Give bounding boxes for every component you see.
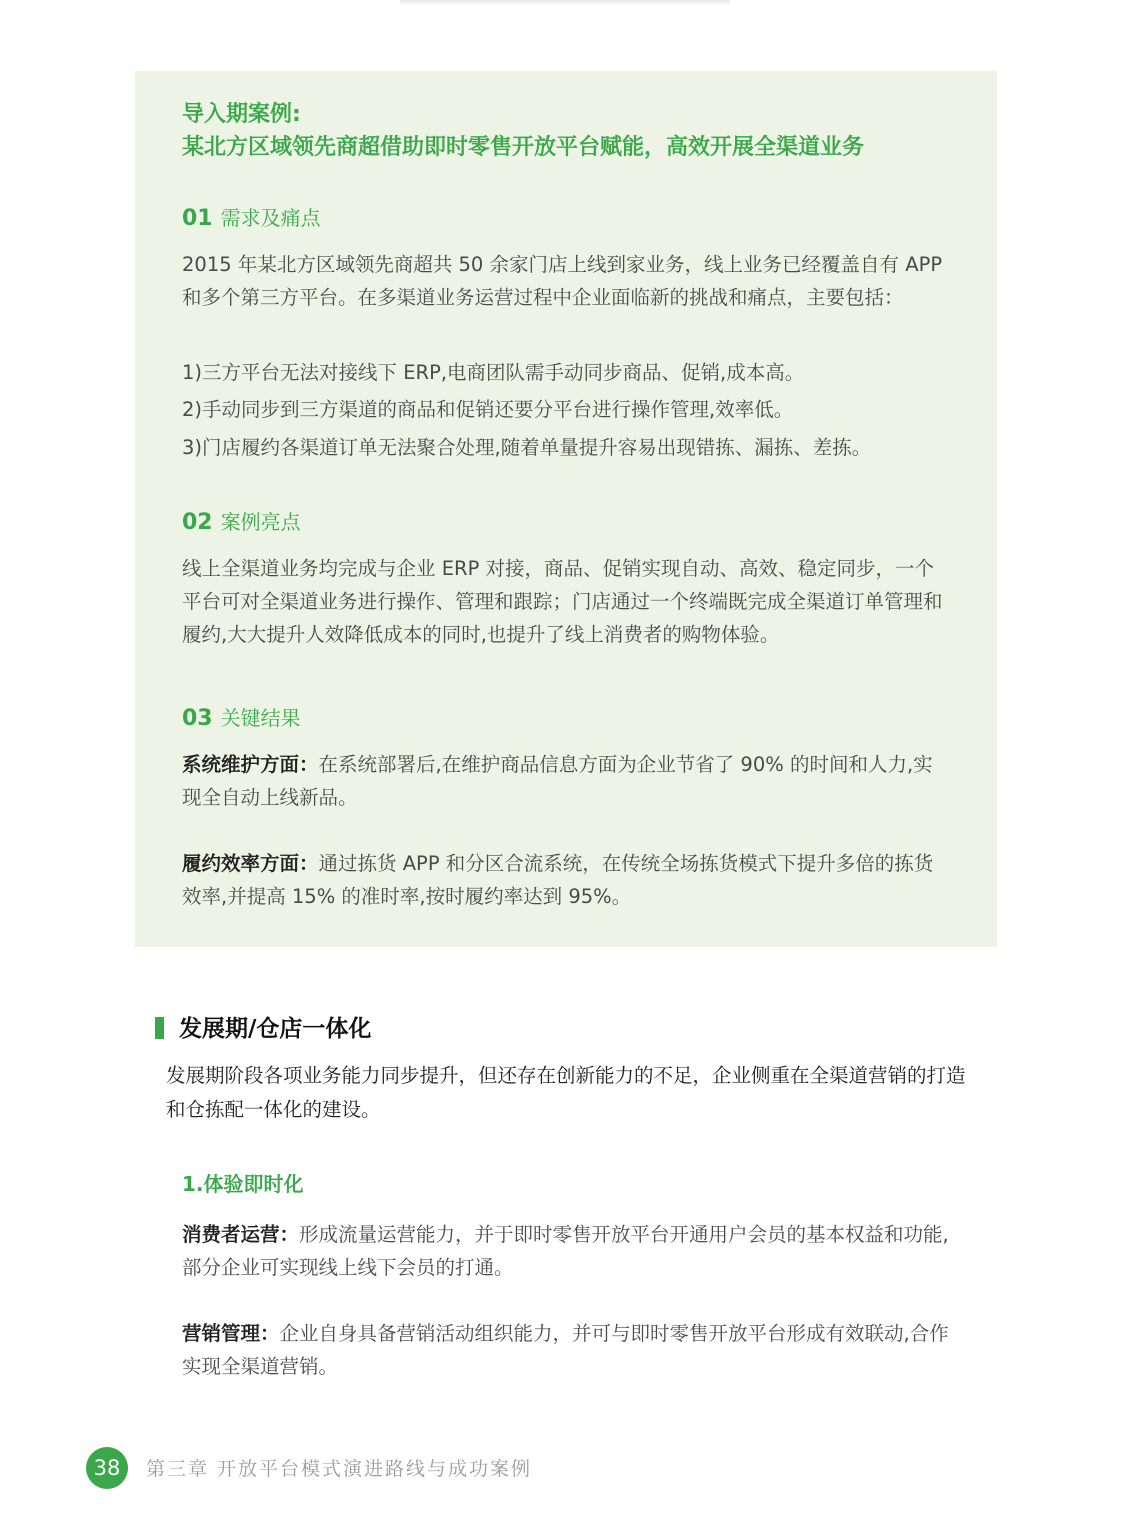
pain-point-item: 1)三方平台无法对接线下 ERP,电商团队需手动同步商品、促销,成本高。 [182,361,805,384]
consumer-operation-item [182,1218,952,1284]
section-03-heading [182,704,301,733]
page-number-badge: 38 [86,1447,128,1489]
result-text: 在系统部署后,在维护商品信息方面为企业节省了 90% 的时间和人力,实现全自动上线新品。 [182,753,933,809]
development-heading-text: 发展期/仓店一体化 [179,1016,372,1042]
section-number: 01 [182,206,213,231]
section-number: 02 [182,510,213,535]
section-02-heading [182,508,301,537]
top-edge-artifact [400,0,730,6]
development-subheading: 1.体验即时化 [182,1172,304,1196]
chapter-title: 第三章 开放平台模式演进路线与成功案例 [146,1458,533,1480]
item-label: 营销管理： [182,1322,280,1345]
case-title [182,98,962,164]
section-label: 需求及痛点 [220,206,321,230]
result-fulfillment-efficiency [182,847,952,913]
development-heading [155,1012,371,1046]
result-text: 通过拣货 APP 和分区合流系统，在传统全场拣货模式下提升多倍的拣货效率,并提高 15% 的准时率,按时履约率达到 95%。 [182,852,934,908]
pain-point-item: 3)门店履约各渠道订单无法聚合处理,随着单量提升容易出现错拣、漏拣、差拣。 [182,436,872,459]
item-text: 企业自身具备营销活动组织能力，并可与即时零售开放平台形成有效联动,合作实现全渠道营销。 [182,1322,949,1378]
item-label: 消费者运营： [182,1223,300,1246]
development-intro: 发展期阶段各项业务能力同步提升，但还存在创新能力的不足，企业侧重在全渠道营销的打造和仓拣配一体化的建设。 [166,1064,966,1121]
case-title-line2: 某北方区域领先商超借助即时零售开放平台赋能，高效开展全渠道业务 [182,135,865,160]
section-01-heading [182,204,321,233]
section-number: 03 [182,706,213,731]
section-01-paragraph: 2015 年某北方区域领先商超共 50 余家门店上线到家业务，线上业务已经覆盖自有 APP 和多个第三方平台。在多渠道业务运营过程中企业面临新的挑战和痛点，主要包括： [182,253,943,309]
result-label: 履约效率方面： [182,852,319,875]
item-text: 形成流量运营能力，并于即时零售开放平台开通用户会员的基本权益和功能,部分企业可实现线上线下会员的打通。 [182,1223,949,1279]
heading-accent-bar [155,1017,164,1039]
result-label: 系统维护方面： [182,753,319,776]
section-label: 案例亮点 [220,510,301,534]
marketing-management-item [182,1317,952,1383]
case-title-line1: 导入期案例: [182,102,301,127]
result-system-maintenance [182,748,952,814]
pain-point-item: 2)手动同步到三方渠道的商品和促销还要分平台进行操作管理,效率低。 [182,398,794,421]
section-02-paragraph: 线上全渠道业务均完成与企业 ERP 对接，商品、促销实现自动、高效、稳定同步，一个平台可对全渠道业务进行操作、管理和跟踪；门店通过一个终端既完成全渠道订单管理和履约,大大提升人效降低成本的同时,也提升了线上消费者的购物体验。 [182,557,943,646]
section-label: 关键结果 [220,706,301,730]
